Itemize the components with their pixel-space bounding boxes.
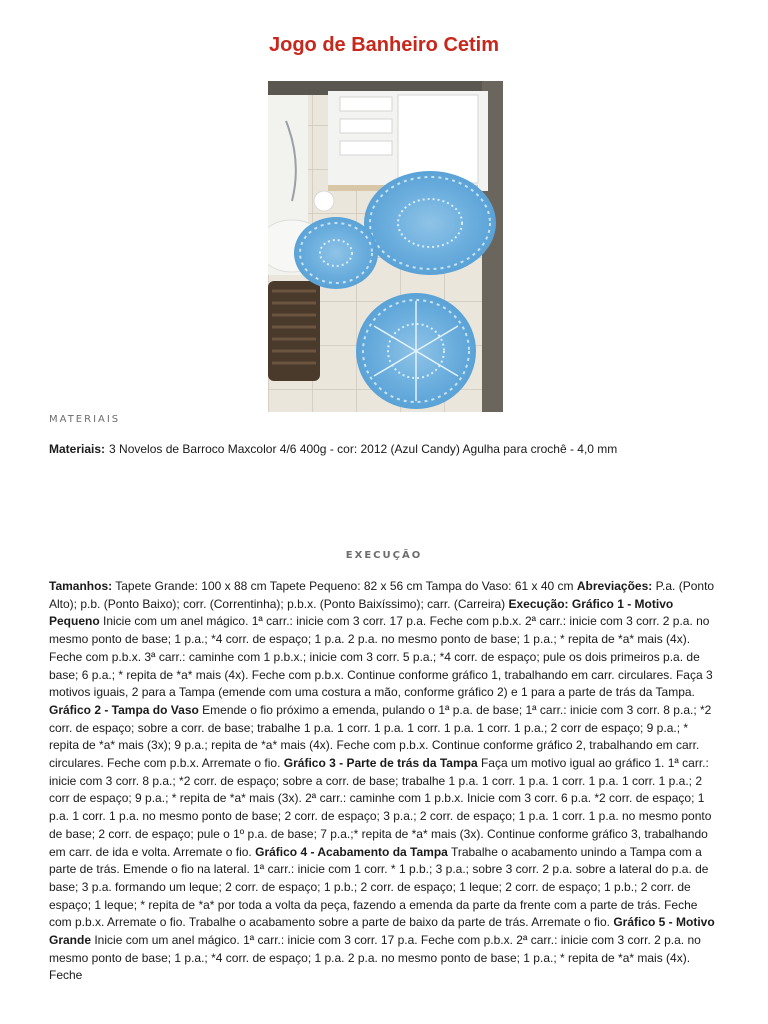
materiais-label: Materiais: [49,442,106,456]
grafico-1-text: Inicie com um anel mágico. 1ª carr.: inicie com 3 corr. 17 p.a. Feche com p.b.x. 2ª carr.: inicie com 3 corr. 2 p.a. no mesmo ponto de base; 1 p.a.; *4 corr. de espaço; 1 p.a. 2 p.a. no mesmo ponto de base; 1 p.a.; * repita de *a* mais (4x). Feche com p.b.x. 3ª carr.: caminhe com 1 p.b.x.; inicie com 3 corr. 5 p.a.; *4 corr. de espaço; pule os dois primeiros p.a. de base; 6 p.a.; * repita de *a* mais (4x). Feche com p.b.x. Continue conforme gráfico 1, trabalhando em carr. circulares. Faça 3 motivos iguais, 2 para a Tampa (emende com uma costura a mão, conforme gráfico 2) e 1 para a parte de trás da Tampa. [49,614,713,700]
page-title: Jogo de Banheiro Cetim [268,34,500,56]
tamanhos-label: Tamanhos: [49,579,113,593]
materiais-text: 3 Novelos de Barroco Maxcolor 4/6 400g - cor: 2012 (Azul Candy) Agulha para crochê - 4,0 mm [109,442,618,456]
tamanhos-text: Tapete Grande: 100 x 88 cm Tapete Pequeno: 82 x 56 cm Tampa do Vaso: 61 x 40 cm [112,579,577,593]
execucao-body [49,578,721,985]
grafico-4-label: Gráfico 4 - Acabamento da Tampa [255,844,448,859]
grafico-3-label: Gráfico 3 - Parte de trás da Tampa [283,756,478,771]
abreviacoes-text: P.a. (Ponto Alto); p.b. (Ponto Baixo); corr. (Correntinha); p.b.x. (Ponto Baixíssimo); carr. (Carreira) [49,579,715,611]
bathroom-rug-set-image [268,81,503,412]
materiais-section-label: MATERIAIS [49,414,121,425]
grafico-4-text: Trabalhe o acabamento unindo a Tampa com a parte de trás. Emende o fio na lateral. 1ª carr.: inicie com 1 corr. * 1 p.b.; 3 p.a.; sobre 3 corr. 2 p.a. sobre a lateral do p.a. de base; 3 p.a. formando um leque; 2 corr. de espaço; 1 p.b.; 2 corr. de espaço; 1 leque; 2 corr. de espaço; 1 p.b.; 2 corr. de espaço; 1 leque; * repita de *a* por toda a volta da peça, fazendo a emenda da parte da frente com a parte de trás. Feche com p.b.x. Arremate o fio. Trabalhe o acabamento sobre a parte de baixo da parte de trás. Arremate o fio. [49,844,709,930]
execucao-section-label: EXECUÇÃO [345,550,423,561]
abreviacoes-label: Abreviações: [576,579,653,593]
materiais-line [49,442,729,456]
grafico-5-text: Inicie com um anel mágico. 1ª carr.: inicie com 3 corr. 17 p.a. Feche com p.b.x. 2ª carr.: inicie com 3 corr. 2 p.a. no mesmo ponto de base; 1 p.a.; *4 corr. de espaço; 1 p.a. 2 p.a. no mesmo ponto de base; 1 p.a.; * repita de *a* mais (4x). Feche [49,933,701,983]
grafico-1-label: Execução: Gráfico 1 - Motivo Pequeno [49,596,674,629]
grafico-2-text: Emende o fio próximo a emenda, pulando o 1ª p.a. de base; 1ª carr.: inicie com 3 corr. 8 p.a.; *2 corr. de espaço; sobre a corr. de base; trabalhe 1 p.a. 1 corr. 1 p.a. 1 corr. 1 p.a. 1 corr. 1 p.a.; 2 corr de espaço; 9 p.a.; * repita de *a* mais (3x); 9 p.a.; repita de *a* mais (4x). Feche com p.b.x. Continue conforme gráfico 2, trabalhando em carr. circulares. Feche com p.b.x. Arremate o fio. [49,702,712,771]
product-photo [268,81,503,412]
grafico-3-text: Faça um motivo igual ao gráfico 1. 1ª carr.: inicie com 3 corr. 8 p.a.; *2 corr. de espaço; sobre a corr. de base; trabalhe 1 p.a. 1 corr. 1 p.a. 1 corr. 1 p.a. 1 corr. 1 p.a.; 2 corr de espaço; 9 p.a.; * repita de *a* mais (3x). 2ª carr.: caminhe com 1 p.b.x. Inicie com 3 corr. 6 p.a. *2 corr. de espaço; 1 p.a. 1 corr. 1 p.a. no mesmo ponto de base; 2 corr. de espaço; 3 p.a.; 2 corr. de espaço; 1 p.a. 1 corr. 1 p.a. no mesmo ponto de base; 2 corr. de espaço; pule o 1º p.a. de base; 7 p.a.;* repita de *a* mais (3x). Continue conforme gráfico 3, trabalhando em carr. de ida e volta. Arremate o fio. [49,756,712,859]
grafico-5-label: Gráfico 5 - Motivo Grande [49,915,715,948]
grafico-2-label: Gráfico 2 - Tampa do Vaso [49,702,199,717]
